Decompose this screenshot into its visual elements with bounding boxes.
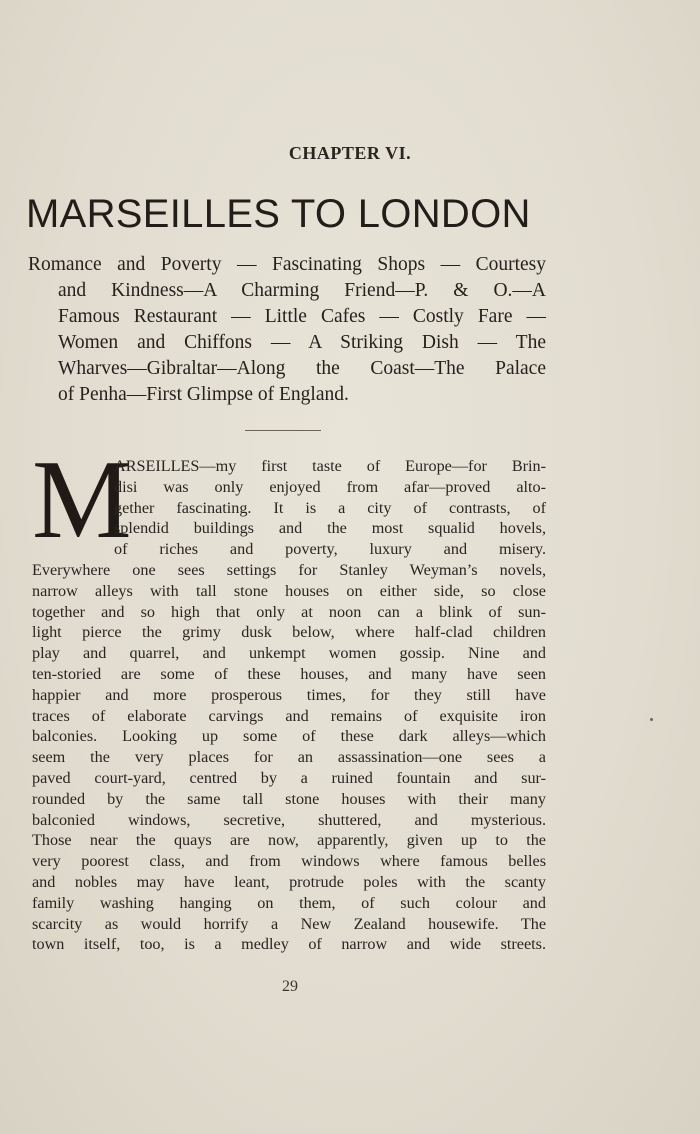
- text-line: town itself, too, is a medley of narrow and wide streets.: [32, 935, 546, 954]
- text-line: paved court-yard, centred by a ruined fountain and sur-: [32, 768, 546, 787]
- text-line: happier and more prosperous times, for they still have: [32, 685, 546, 704]
- text-line: of riches and poverty, luxury and misery.: [114, 540, 546, 559]
- text-line: Those near the quays are now, apparently, given up to the: [32, 831, 546, 850]
- synopsis-line: Wharves—Gibraltar—Along the Coast—The Palace: [58, 358, 546, 379]
- text-line: together and so high that only at noon can a blink of sun-: [32, 602, 546, 621]
- drop-cap: M: [32, 438, 132, 562]
- synopsis-line: of Penha—First Glimpse of England.: [58, 384, 349, 405]
- text-line: scarcity as would horrify a New Zealand housewife. The: [32, 914, 546, 933]
- text-line: splendid buildings and the most squalid hovels,: [114, 519, 546, 538]
- synopsis-line: Famous Restaurant — Little Cafes — Costly Fare —: [58, 306, 546, 327]
- text-line: and nobles may have leant, protrude poles with the scanty: [32, 872, 546, 891]
- text-line: gether fascinating. It is a city of contrasts, of: [114, 498, 546, 517]
- paper-speck: [650, 718, 653, 721]
- text-line: disi was only enjoyed from afar—proved alto-: [114, 477, 546, 496]
- chapter-label: CHAPTER VI.: [288, 143, 412, 163]
- page-number: 29: [282, 978, 298, 995]
- section-divider: [245, 430, 321, 431]
- text-line: ARSEILLES—my first taste of Europe—for Brin-: [114, 457, 546, 475]
- text-line: rounded by the same tall stone houses with their many: [32, 789, 546, 808]
- synopsis-line: Romance and Poverty — Fascinating Shops — Courtesy: [28, 254, 546, 275]
- text-line: balconies. Looking up some of these dark alleys—which: [32, 727, 546, 746]
- text-line: family washing hanging on them, of such colour and: [32, 893, 546, 912]
- synopsis-line: Women and Chiffons — A Striking Dish — The: [58, 332, 546, 353]
- text-line: light pierce the grimy dusk below, where half-clad children: [32, 623, 546, 642]
- text-line: Everywhere one sees settings for Stanley Weyman’s novels,: [32, 560, 546, 579]
- chapter-synopsis: [28, 252, 546, 408]
- text-line: ten-storied are some of these houses, and many have seen: [32, 664, 546, 683]
- text-line: narrow alleys with tall stone houses on either side, so close: [32, 581, 546, 600]
- synopsis-line: and Kindness—A Charming Friend—P. & O.—A: [58, 280, 546, 301]
- body-paragraph: [32, 438, 546, 955]
- text-line: traces of elaborate carvings and remains of exquisite iron: [32, 706, 546, 725]
- chapter-title: MARSEILLES TO LONDON: [26, 192, 531, 236]
- text-line: play and quarrel, and unkempt women gossip. Nine and: [32, 644, 546, 663]
- text-line: seem the very places for an assassination—one sees a: [32, 748, 546, 767]
- text-line: very poorest class, and from windows where famous belles: [32, 852, 546, 871]
- text-line: balconied windows, secretive, shuttered, and mysterious.: [32, 810, 546, 829]
